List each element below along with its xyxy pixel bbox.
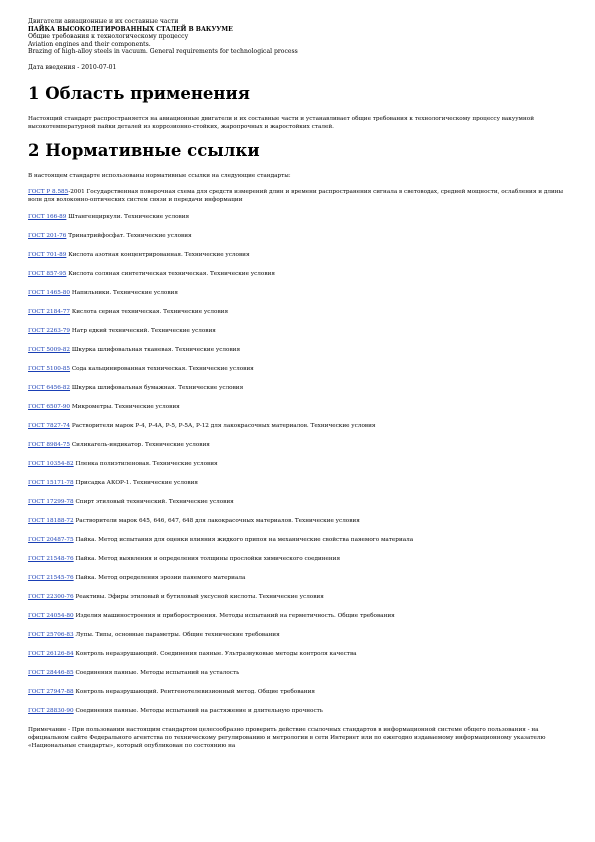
reference-item (28, 346, 568, 354)
standard-title: Пленка полиэтиленовая. Технические условия (73, 461, 218, 468)
standard-title: Лупы. Типы, основные параметры. Общие технические требования (73, 632, 280, 639)
reference-item (28, 460, 568, 468)
standard-link[interactable]: ГОСТ 857-95 (28, 271, 67, 278)
reference-item (28, 251, 568, 259)
standard-link[interactable]: ГОСТ 7827-74 (28, 423, 71, 430)
standard-title: Соединения паяные. Методы испытаний на растяжение и длительную прочность (73, 708, 323, 715)
standard-link[interactable]: ГОСТ 21545-76 (28, 575, 74, 582)
reference-item (28, 612, 568, 620)
header-line: Brazing of high-alloy steels in vacuum. General requirements for technological process (28, 48, 298, 56)
standard-title: Растворители марок 645, 646, 647, 648 для лакокрасочных материалов. Технические условия (73, 518, 360, 525)
standard-link[interactable]: ГОСТ 28446-85 (28, 670, 74, 677)
header-line: ПАЙКА ВЫСОКОЛЕГИРОВАННЫХ СТАЛЕЙ В ВАКУУМЕ (28, 25, 233, 33)
standard-link[interactable]: ГОСТ 201-76 (28, 233, 67, 240)
reference-item (28, 517, 568, 525)
reference-item (28, 289, 568, 297)
references-note: Примечание - При пользовании настоящим стандартом целесообразно проверить действие ссылочных стандартов в информационной системе общего пользования - на официальном сайте Федерального агентства по техническому регулированию и метрологии в сети Интернет или по ежегодно издаваемому информационному указателю «Национальные стандарты», который опубликован по состоянию на (28, 727, 546, 750)
standard-title: Пайка. Метод определения эрозии паяемого материала (73, 575, 246, 582)
standard-title: Силикагель-индикатор. Технические условия (70, 442, 210, 449)
standard-title: Соединения паяные. Методы испытаний на усталость (73, 670, 240, 677)
standard-title: Тринатрийфосфат. Технические условия (66, 233, 192, 240)
standard-title: Шкурка шлифовальная бумажная. Технические условия (70, 385, 244, 392)
standard-title: Растворители марок Р-4, Р-4А, Р-5, Р-5А, Р-12 для лакокрасочных материалов. Технические условия (70, 423, 376, 430)
standard-title: Пайка. Метод испытания для оценки влияния жидкого припоя на механические свойства паяемого материала (73, 537, 414, 544)
standard-link[interactable]: ГОСТ 17299-78 (28, 499, 74, 506)
standard-title: Присадка АКОР-1. Технические условия (73, 480, 198, 487)
standard-link[interactable]: ГОСТ 25706-83 (28, 632, 74, 639)
reference-item (28, 403, 568, 411)
standard-link[interactable]: ГОСТ 21548-76 (28, 556, 74, 563)
standard-link[interactable]: ГОСТ 1465-80 (28, 290, 71, 297)
reference-item (28, 365, 568, 373)
standard-link[interactable]: ГОСТ 5009-82 (28, 347, 71, 354)
section-references-title: 2 Нормативные ссылки (28, 140, 260, 160)
document-header (28, 18, 568, 72)
standard-link[interactable]: ГОСТ 10354-82 (28, 461, 74, 468)
reference-item (28, 308, 568, 316)
reference-item (28, 270, 568, 278)
reference-list (28, 188, 568, 716)
reference-item (28, 232, 568, 240)
standard-link[interactable]: ГОСТ 18188-72 (28, 518, 74, 525)
standard-title: Натр едкий технический. Технические условия (70, 328, 216, 335)
reference-item (28, 384, 568, 392)
standard-link[interactable]: ГОСТ 2263-79 (28, 328, 71, 335)
standard-link[interactable]: ГОСТ 26126-84 (28, 651, 74, 658)
standard-link[interactable]: ГОСТ 701-89 (28, 252, 67, 259)
effective-date: Дата введения - 2010-07-01 (28, 63, 117, 71)
reference-item (28, 707, 568, 715)
header-line: Двигатели авиационные и их составные части (28, 18, 179, 25)
standard-title: Микрометры. Технические условия (70, 404, 180, 411)
header-line: Общие требования к технологическому процессу (28, 33, 189, 41)
reference-item (28, 593, 568, 601)
standard-title: Кислота соляная синтетическая техническая. Технические условия (66, 271, 275, 278)
section-scope-title: 1 Область применения (28, 83, 250, 103)
standard-link[interactable]: ГОСТ Р 8.585 (28, 188, 69, 195)
reference-item (28, 422, 568, 430)
standard-link[interactable]: ГОСТ 166-89 (28, 214, 67, 221)
reference-item (28, 188, 568, 204)
standard-link[interactable]: ГОСТ 24054-80 (28, 613, 74, 620)
references-intro: В настоящем стандарте использованы нормативные ссылки на следующие стандарты: (28, 172, 291, 179)
reference-item (28, 327, 568, 335)
standard-link[interactable]: ГОСТ 22300-76 (28, 594, 74, 601)
standard-link[interactable]: ГОСТ 15171-78 (28, 480, 74, 487)
standard-link[interactable]: ГОСТ 8984-75 (28, 442, 71, 449)
reference-item (28, 688, 568, 696)
standard-title: Кислота серная техническая. Технические условия (70, 309, 229, 316)
reference-item (28, 441, 568, 449)
reference-item (28, 574, 568, 582)
standard-link[interactable]: ГОСТ 20487-75 (28, 537, 74, 544)
standard-title: Изделия машиностроения и приборостроения. Методы испытаний на герметичность. Общие требования (73, 613, 395, 620)
section-scope-text: Настоящий стандарт распространяется на авиационные двигатели и их составные части и устанавливает общие требования к технологическому процессу вакуумной высокотемпературной пайки деталей из коррозионно-стойких, жаропрочных и жаростойких сталей. (28, 115, 534, 130)
standard-link[interactable]: ГОСТ 5100-85 (28, 366, 71, 373)
reference-item (28, 650, 568, 658)
standard-title: Спирт этиловый технический. Технические условия (73, 499, 234, 506)
standard-title: Штангенциркули. Технические условия (66, 214, 190, 221)
reference-item (28, 536, 568, 544)
reference-item (28, 631, 568, 639)
standard-link[interactable]: ГОСТ 28830-90 (28, 708, 74, 715)
standard-title: Пайка. Метод выявления и определения толщины прослойки химического соединения (73, 556, 341, 563)
standard-title: Напильники. Технические условия (70, 290, 178, 297)
reference-item (28, 479, 568, 487)
standard-title: Шкурка шлифовальная тканевая. Технические условия (70, 347, 241, 354)
standard-link[interactable]: ГОСТ 6507-90 (28, 404, 71, 411)
reference-item (28, 498, 568, 506)
standard-link[interactable]: ГОСТ 27947-88 (28, 689, 74, 696)
standard-title: Контроль неразрушающий. Рентгенотелевизионный метод. Общие требования (73, 689, 315, 696)
header-line: Aviation engines and their components. (28, 40, 151, 48)
standard-title: Реактивы. Эфиры этиловый и бутиловый уксусной кислоты. Технические условия (73, 594, 324, 601)
standard-title: -2001 Государственная поверочная схема для средств измерений длин и времени распространения сигнала в световодах, средней мощности, ослабления и длины волн для волоконно-оптических систем связи и передачи информации (28, 188, 564, 203)
standard-title: Сода кальцинированная техническая. Технические условия (70, 366, 254, 373)
standard-link[interactable]: ГОСТ 2184-77 (28, 309, 71, 316)
standard-link[interactable]: ГОСТ 6456-82 (28, 385, 71, 392)
reference-item (28, 555, 568, 563)
reference-item (28, 669, 568, 677)
reference-item (28, 213, 568, 221)
standard-title: Контроль неразрушающий. Соединения паяные. Ультразвуковые методы контроля качества (73, 651, 357, 658)
standard-title: Кислота азотная концентрированная. Технические условия (66, 252, 250, 259)
